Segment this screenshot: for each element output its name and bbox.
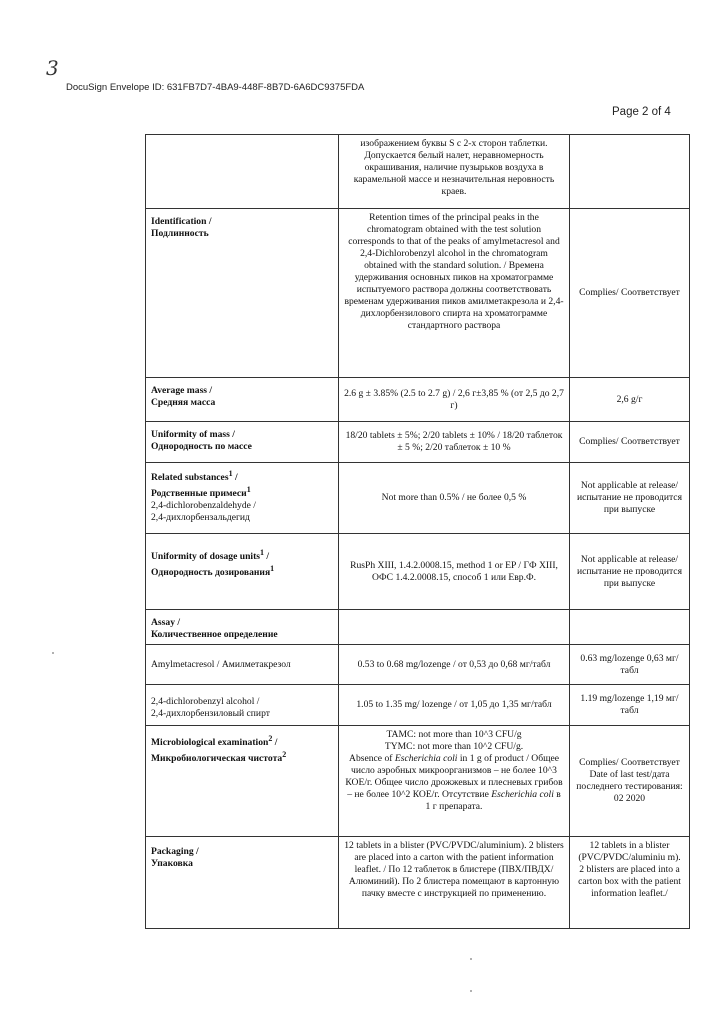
table-row-amylmetacresol [146, 645, 690, 685]
table-row-appearance [146, 135, 690, 209]
test-name-ru: Однородность дозирования [151, 567, 271, 579]
handwritten-page-mark: 3 [46, 56, 59, 80]
requirement-cell: 12 tablets in a blister (PVC/PVDC/aluminium). 2 blisters are placed into a carton with the patient information leaflet. / По 12 таблеток в блистере (ПВХ/ПВДХ/Алюминий). По 2 блистера помещают в картонную пачку вместе с инструкцией по применению. [339, 837, 570, 929]
result-cell: Complies/ Соответствует [570, 422, 690, 463]
requirement-cell: 0.53 to 0.68 mg/lozenge / от 0,53 до 0,68 мг/табл [339, 645, 570, 685]
requirement-cell [339, 610, 570, 645]
test-cell: Related substances$^1$ / Родственные примеси$^1$ 2,4-dichlorobenzaldehyde / 2,4-дихлорбензальдегид [146, 463, 339, 534]
table-row-dichlorobenzyl-alcohol [146, 685, 690, 726]
ecoli-text: в 1 г препарата. [425, 789, 561, 812]
footnote-mark: 1 [260, 548, 264, 557]
test-name-en: Average mass / [151, 385, 213, 396]
requirement-cell: Not more than 0.5% / не более 0,5 % [339, 463, 570, 534]
ecoli-name: Escherichia coli [491, 789, 554, 800]
test-name-en: Packaging / [151, 846, 199, 857]
table-row-microbiological [146, 726, 690, 837]
test-cell [146, 610, 339, 645]
substance-name-ru: 2,4-дихлорбензальдегид [151, 512, 250, 524]
requirement-cell: RusPh XIII, 1.4.2.0008.15, method 1 or EP / ГФ XIII, ОФС 1.4.2.0008.15, способ 1 или Евр.Ф. [339, 534, 570, 610]
ecoli-text: Absence of [349, 753, 395, 764]
docusign-envelope-id: DocuSign Envelope ID: 631FB7D7-4BA9-448F-8B7D-6A6DC9375FDA [66, 82, 365, 93]
scan-speck [52, 652, 54, 654]
test-name-en: Assay / [151, 617, 181, 628]
footnote-mark: 2 [282, 750, 287, 760]
requirement-cell: 2.6 g ± 3.85% (2.5 to 2.7 g) / 2,6 г±3,85 % (от 2,5 до 2,7 г) [339, 378, 570, 422]
result-cell: Not applicable at release/ испытание не проводится при выпуске [570, 463, 690, 534]
test-name-ru: Подлинность [151, 228, 209, 239]
footnote-mark: 2 [268, 734, 273, 743]
specification-table [145, 134, 690, 929]
table-row-uniformity-of-dosage [146, 534, 690, 610]
result-cell: 0.63 mg/lozenge 0,63 мг/табл [570, 645, 690, 685]
test-name-en: Uniformity of mass / [151, 429, 235, 440]
test-cell [146, 209, 339, 378]
test-name-ru: Упаковка [151, 858, 193, 869]
test-name-ru: 2,4-дихлорбензиловый спирт [151, 708, 270, 719]
test-name-ru: Родственные примеси [151, 488, 247, 500]
table-row-related-substances [146, 463, 690, 534]
result-cell: 12 tablets in a blister (PVC/PVDC/aluminiu m). 2 blisters are placed into a carton box with the patient information leaflet./ [570, 837, 690, 929]
tamc-limit: TAMC: not more than 10^3 CFU/g [386, 729, 522, 740]
test-name-en: Related substances [151, 472, 229, 484]
test-name-en: Microbiological examination [151, 737, 269, 749]
test-name-en: Uniformity of dosage units [151, 551, 260, 563]
footnote-mark: 1 [246, 485, 251, 495]
test-name-ru: Количественное определение [151, 629, 278, 640]
result-cell: Complies/ Соответствует [570, 209, 690, 378]
result-cell [570, 610, 690, 645]
ecoli-name: Escherichia coli [394, 753, 458, 764]
result-cell: Not applicable at release/ испытание не проводится при выпуске [570, 534, 690, 610]
test-cell [146, 135, 339, 209]
test-name-ru: Средняя масса [151, 397, 216, 408]
requirement-cell: Retention times of the principal peaks in the chromatogram obtained with the test solution corresponds to that of the peaks of amylmetacresol and 2,4-Dichlorobenzyl alcohol in the chromatogram obtained with the standard solution. / Времена удерживания основных пиков на хроматограмме испытуемого раствора должны соответствовать временам удерживания пиков амилметакрезола и 2,4-дихлорбензилового спирта на хроматограмме стандартного раствора [339, 209, 570, 378]
scan-speck [470, 990, 472, 992]
test-name-en: 2,4-dichlorobenzyl alcohol / [151, 696, 260, 707]
footnote-mark: 1 [228, 469, 233, 478]
result-cell: 2,6 g/г [570, 378, 690, 422]
test-cell [146, 422, 339, 463]
table-row-assay [146, 610, 690, 645]
result-cell: 1.19 mg/lozenge 1,19 мг/табл [570, 685, 690, 726]
page-number: Page 2 of 4 [612, 106, 671, 118]
requirement-cell: изображением буквы S с 2-х сторон таблетки. Допускается белый налет, неравномерность окрашивания, наличие пузырьков воздуха в карамельной массе и незначительная неровность краев. [339, 135, 570, 209]
footnote-mark: 1 [270, 564, 275, 574]
result-cell [570, 135, 690, 209]
test-cell [146, 685, 339, 726]
test-cell: Uniformity of dosage units$^1$ / Однородность дозирования$^1$ [146, 534, 339, 610]
test-cell [146, 378, 339, 422]
scan-speck [470, 958, 472, 960]
requirement-cell [339, 726, 570, 837]
ecoli-text: in 1 g of product / Общее число аэробных микроорганизмов – не более 10^3 КОЕ/г. Общее число дрожжевых и плесневых грибов – не более 10^2 КОЕ/г. Отсутствие [345, 753, 563, 800]
test-cell: Microbiological examination$^2$ / Микробиологическая чистота$^2$ [146, 726, 339, 837]
substance-name-en: 2,4-dichlorobenzaldehyde / [151, 500, 256, 512]
test-cell [146, 837, 339, 929]
test-cell: Amylmetacresol / Амилметакрезол [146, 645, 339, 685]
table-row-packaging [146, 837, 690, 929]
test-name-en: Identification / [151, 216, 212, 227]
table-row-average-mass [146, 378, 690, 422]
table-row-identification [146, 209, 690, 378]
table-row-uniformity-of-mass [146, 422, 690, 463]
test-name-ru: Однородность по массе [151, 441, 252, 452]
result-cell: Complies/ Соответствует Date of last test/дата последнего тестирования: 02 2020 [570, 726, 690, 837]
test-name-ru: Микробиологическая чистота [151, 753, 283, 765]
requirement-cell: 18/20 tablets ± 5%; 2/20 tablets ± 10% / 18/20 таблеток ± 5 %; 2/20 таблеток ± 10 % [339, 422, 570, 463]
requirement-cell: 1.05 to 1.35 mg/ lozenge / от 1,05 до 1,35 мг/табл [339, 685, 570, 726]
tymc-limit: TYMC: not more than 10^2 CFU/g. [384, 741, 524, 752]
